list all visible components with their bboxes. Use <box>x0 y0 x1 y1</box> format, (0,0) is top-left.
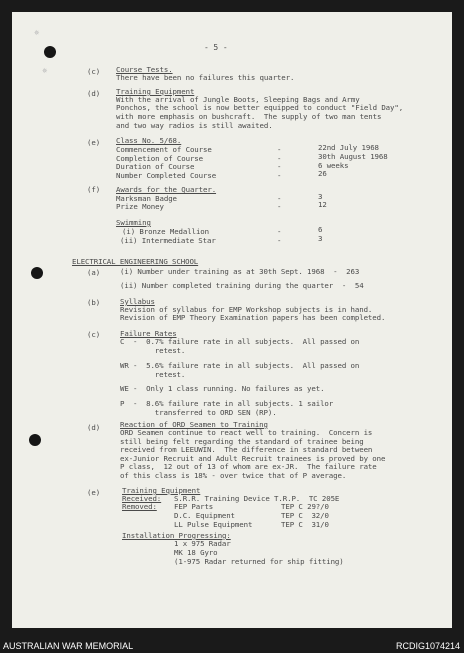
table-dash: - <box>277 202 282 211</box>
table-value: 6 <box>318 225 323 234</box>
removed-item: D.C. Equipment <box>174 511 235 520</box>
table-label: Completion of Course <box>116 154 203 163</box>
section-title: ELECTRICAL ENGINEERING SCHOOL <box>72 257 199 266</box>
table-label: (ii) Intermediate Star <box>120 236 216 245</box>
pin-mark-icon: ✵ <box>34 28 40 38</box>
removed-label: Removed: <box>122 502 157 511</box>
removed-item: FEP Parts <box>174 502 214 511</box>
footer-source: AUSTRALIAN WAR MEMORIAL <box>3 641 134 651</box>
item-letter: (e) <box>87 488 101 497</box>
footer-record-id: RCDIG1074214 <box>395 641 460 651</box>
pin-mark-icon: ✵ <box>42 66 48 76</box>
document-page <box>12 12 452 628</box>
paragraph-line: (ii) Number completed training during the quarter - 54 <box>120 281 364 290</box>
table-value: 26 <box>318 169 327 178</box>
failure-rate-line: WE - Only 1 class running. No failures as yet. <box>120 384 325 393</box>
failure-rate-line: retest. <box>120 370 186 379</box>
table-label: Prize Money <box>116 202 164 211</box>
paragraph-line: With the arrival of Jungle Boots, Sleeping Bags and Army <box>116 95 360 104</box>
paragraph-line: P class, 12 out of 13 of whom are ex-JR. The failure rate <box>120 462 377 471</box>
item-letter: (c) <box>87 67 101 76</box>
paragraph-line: Revision of syllabus for EMP Workshop subjects is in hand. <box>120 305 373 314</box>
item-letter: (b) <box>87 298 101 307</box>
paragraph-line: of this class is 18% - over twice that of P average. <box>120 471 347 480</box>
paragraph-line: and two way radios is still awaited. <box>116 121 273 130</box>
item-heading: Training Equipment <box>122 486 201 495</box>
installation-line: (1-975 Radar returned for ship fitting) <box>174 557 344 566</box>
table-dash: - <box>277 154 282 163</box>
item-letter: (c) <box>87 330 101 339</box>
table-value: 3 <box>318 192 323 201</box>
table-label: Marksman Badge <box>116 194 177 203</box>
item-letter: (d) <box>87 89 101 98</box>
table-dash: - <box>277 171 282 180</box>
removed-ref: TEP C 32/0 <box>281 511 329 520</box>
installation-line: 1 x 975 Radar <box>174 539 231 548</box>
item-heading: Training Equipment <box>116 87 195 96</box>
page-number: - 5 - <box>204 43 228 52</box>
item-heading: Failure Rates <box>120 329 177 338</box>
item-letter: (e) <box>87 138 101 147</box>
table-label: (i) Bronze Medallion <box>122 227 209 236</box>
item-heading: Reaction of ORD Seamen to Training <box>120 420 268 429</box>
paragraph-line: with more emphasis on bushcraft. The supply of two man tents <box>116 112 382 121</box>
failure-rate-line: C - 0.7% failure rate in all subjects. All passed on <box>120 337 360 346</box>
table-label: Duration of Course <box>116 162 195 171</box>
item-heading: Class No. 5/68. <box>116 136 182 145</box>
table-dash: - <box>277 236 282 245</box>
paragraph-line: ORD Seamen continue to react well to training. Concern is <box>120 428 373 437</box>
table-value: 6 weeks <box>318 161 349 170</box>
paragraph-line: Ponchos, the school is now better equipped to conduct "Field Day", <box>116 103 404 112</box>
table-value: 30th August 1968 <box>318 152 388 161</box>
punch-hole <box>44 46 56 58</box>
table-label: Commencement of Course <box>116 145 212 154</box>
paragraph-line: (i) Number under training as at 30th Sept. 1968 - 263 <box>120 267 360 276</box>
item-heading: Course Tests. <box>116 65 173 74</box>
removed-item: LL Pulse Equipment <box>174 520 253 529</box>
item-heading: Awards for the Quarter. <box>116 185 217 194</box>
table-value: 3 <box>318 234 323 243</box>
removed-ref: TEP C 31/0 <box>281 520 329 529</box>
paragraph-line: Revision of EMP Theory Examination papers has been completed. <box>120 313 386 322</box>
failure-rate-line: P - 8.6% failure rate in all subjects. 1 sailor <box>120 399 334 408</box>
table-dash: - <box>277 227 282 236</box>
item-heading: Syllabus <box>120 297 155 306</box>
failure-rate-line: WR - 5.6% failure rate in all subjects. All passed on <box>120 361 360 370</box>
punch-hole <box>29 434 41 446</box>
table-label: Number Completed Course <box>116 171 217 180</box>
received-item: S.R.R. Training Device T.R.P. TC 205E <box>174 494 340 503</box>
installation-heading: Installation Progressing: <box>122 531 231 540</box>
table-dash: - <box>277 194 282 203</box>
failure-rate-line: transferred to ORD SEN (RP). <box>120 408 277 417</box>
table-value: 12 <box>318 200 327 209</box>
paragraph-line: still being felt regarding the standard of trainee being <box>120 437 364 446</box>
item-letter: (d) <box>87 423 101 432</box>
table-dash: - <box>277 162 282 171</box>
paragraph-line: There have been no failures this quarter. <box>116 73 295 82</box>
paragraph-line: received from LEEUWIN. The difference in standard between <box>120 445 373 454</box>
table-value: 22nd July 1968 <box>318 143 379 152</box>
removed-ref: TEP C 29?/0 <box>281 502 329 511</box>
punch-hole <box>31 267 43 279</box>
table-dash: - <box>277 145 282 154</box>
paragraph-line: ex-Junior Recruit and Adult Recruit trainees is proved by one <box>120 454 386 463</box>
item-letter: (a) <box>87 268 101 277</box>
swimming-heading: Swimming <box>116 218 151 227</box>
item-letter: (f) <box>87 185 101 194</box>
received-label: Received: <box>122 494 162 503</box>
failure-rate-line: retest. <box>120 346 186 355</box>
footer-bar <box>0 628 464 653</box>
installation-line: MK 18 Gyro <box>174 548 218 557</box>
